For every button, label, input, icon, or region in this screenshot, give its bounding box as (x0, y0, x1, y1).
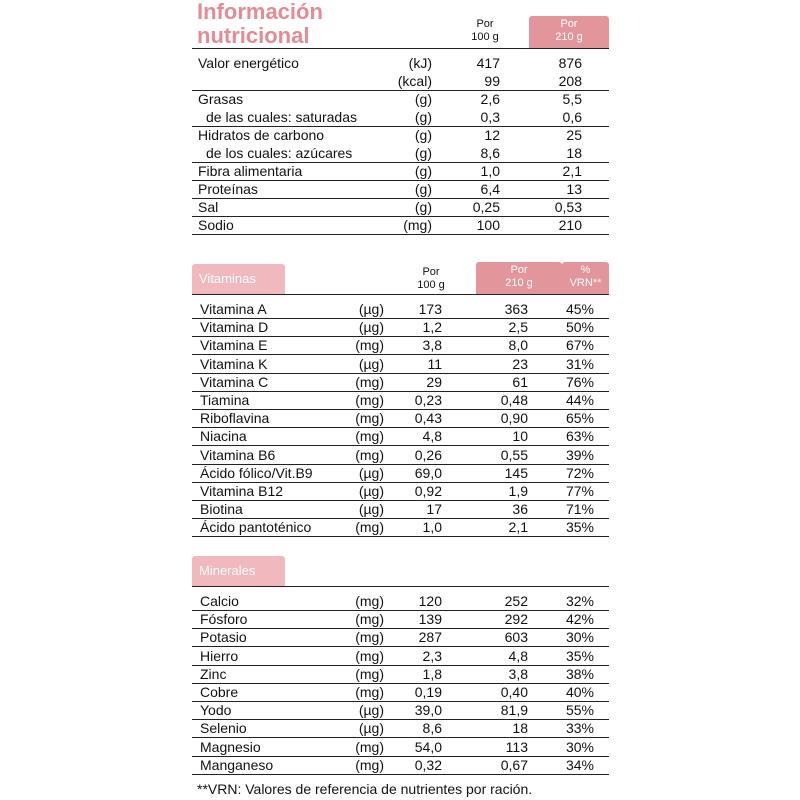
vitamins-name: Tiamina (200, 392, 250, 408)
vitamins-vrn: 63% (565, 428, 594, 445)
vitamins-unit: (mg) (355, 519, 384, 536)
vitamins-value-per210: 2,1 (508, 519, 528, 536)
table-row (192, 300, 609, 318)
vitamins-vrn: 67% (565, 337, 594, 354)
nutrient-unit: (g) (414, 181, 432, 197)
table-row (192, 373, 609, 391)
minerals-name: Potasio (200, 629, 247, 646)
vitamins-name: Riboflavina (200, 410, 270, 427)
vitamins-name: Vitamina A (200, 301, 267, 317)
table-row (192, 216, 609, 234)
value-per100: 1,0 (480, 163, 500, 179)
value-per100: 100 (476, 217, 500, 233)
minerals-value-per210: 292 (504, 611, 528, 628)
vitamins-value-per100: 0,23 (414, 392, 442, 408)
table-row (192, 647, 609, 665)
minerals-value-per100: 1,8 (422, 665, 442, 682)
minerals-unit: (µg) (358, 702, 384, 719)
value-per210: 876 (558, 55, 582, 71)
vitamins-value-per100: 173 (418, 301, 442, 317)
vitamins-value-per100: 0,43 (414, 410, 442, 427)
vitamins-value-per210: 363 (504, 301, 528, 317)
minerals-unit: (mg) (355, 738, 384, 755)
nutrient-unit: (g) (414, 163, 432, 179)
minerals-value-per210: 0,40 (500, 684, 528, 700)
nutrient-name: Sodio (198, 217, 234, 233)
nutrient-unit: (kJ) (408, 55, 432, 71)
vitamins-value-per100: 1,2 (422, 319, 442, 336)
value-per100: 8,6 (480, 145, 500, 161)
vitamins-col-per100: Por 100 g (417, 266, 445, 291)
vitamins-vrn: 39% (565, 446, 594, 463)
vitamins-name: Ácido pantoténico (200, 519, 312, 536)
table-row (192, 500, 609, 518)
minerals-vrn: 30% (565, 629, 594, 646)
vitamins-vrn: 44% (565, 392, 594, 408)
vitamins-unit: (µg) (358, 301, 384, 317)
nutrient-unit: (kcal) (397, 73, 432, 89)
table-row (192, 446, 609, 464)
vitamins-vrn: 72% (565, 464, 594, 481)
page-title (197, 0, 323, 48)
minerals-unit: (mg) (355, 647, 384, 664)
nutrient-unit: (mg) (403, 217, 432, 233)
minerals-value-per210: 603 (504, 629, 528, 646)
nutrition-col-per210: Por 210 g (529, 16, 609, 48)
vitamins-vrn: 35% (565, 519, 594, 536)
minerals-vrn: 55% (565, 702, 594, 719)
value-per100: 6,4 (480, 181, 500, 197)
minerals-top-rule (192, 586, 609, 587)
vitamins-value-per210: 0,48 (500, 392, 528, 408)
nutrient-name: Grasas (198, 91, 244, 107)
table-row (192, 162, 609, 180)
vitamins-name: Niacina (200, 428, 247, 445)
nutrient-name: de las cuales: saturadas (206, 109, 357, 125)
vitamins-name: Vitamina K (200, 355, 268, 372)
table-row (192, 198, 609, 216)
value-per100: 0,3 (480, 109, 500, 125)
value-per100: 99 (484, 73, 500, 89)
vitamins-col-vrn: % VRN** (562, 262, 609, 294)
table-row (192, 126, 609, 144)
table-row (192, 464, 609, 482)
vitamins-col-per210: Por 210 g (476, 262, 562, 294)
minerals-value-per100: 39,0 (414, 702, 442, 719)
vitamins-unit: (mg) (355, 428, 384, 445)
minerals-vrn: 33% (565, 720, 594, 737)
table-row (192, 336, 609, 354)
minerals-name: Selenio (200, 720, 247, 737)
vitamins-header: Vitaminas (192, 264, 285, 294)
minerals-name: Magnesio (200, 738, 261, 755)
value-per210: 0,53 (554, 199, 582, 215)
table-row (192, 592, 609, 610)
minerals-vrn: 38% (565, 665, 594, 682)
footnote: **VRN: Valores de referencia de nutrientes por ración. (197, 781, 533, 797)
vitamins-value-per210: 61 (512, 373, 528, 390)
nutrient-name: Fibra alimentaria (198, 163, 303, 179)
vitamins-unit: (mg) (355, 410, 384, 427)
minerals-vrn: 30% (565, 738, 594, 755)
table-row (192, 756, 609, 774)
vitamins-value-per210: 8,0 (508, 337, 528, 354)
vitamins-unit: (mg) (355, 373, 384, 390)
table-row (192, 409, 609, 427)
minerals-unit: (mg) (355, 756, 384, 773)
table-row (192, 54, 609, 72)
vitamins-vrn: 31% (565, 355, 594, 372)
vitamins-unit: (µg) (358, 464, 384, 481)
minerals-vrn: 40% (565, 684, 594, 700)
table-row (192, 180, 609, 198)
minerals-unit: (mg) (355, 611, 384, 628)
nutrient-name: de los cuales: azúcares (206, 145, 353, 161)
minerals-value-per100: 0,19 (414, 684, 442, 700)
vitamins-name: Ácido fólico/Vit.B9 (200, 464, 313, 481)
nutrient-name: Valor energético (198, 55, 299, 71)
vitamins-name: Biotina (200, 501, 243, 518)
vitamins-unit: (µg) (358, 501, 384, 518)
minerals-header: Minerales (192, 556, 285, 586)
vitamins-value-per100: 1,0 (422, 519, 442, 536)
minerals-value-per210: 81,9 (500, 702, 528, 719)
table-row (192, 355, 609, 373)
vitamins-top-rule (192, 294, 609, 295)
vitamins-vrn: 77% (565, 483, 594, 499)
vitamins-unit: (µg) (358, 483, 384, 499)
value-per210: 13 (566, 181, 582, 197)
table-row (192, 427, 609, 445)
row-rule (192, 774, 609, 775)
vitamins-value-per210: 2,5 (508, 319, 528, 336)
vitamins-vrn: 71% (565, 501, 594, 518)
value-per100: 0,25 (472, 199, 500, 215)
minerals-value-per210: 3,8 (508, 665, 528, 682)
table-row (192, 683, 609, 701)
table-row (192, 108, 609, 126)
vitamins-name: Vitamina E (200, 337, 268, 354)
minerals-name: Manganeso (200, 756, 274, 773)
value-per100: 12 (484, 127, 500, 143)
vitamins-vrn: 76% (565, 373, 594, 390)
table-row (192, 628, 609, 646)
vitamins-unit: (mg) (355, 337, 384, 354)
nutrient-name: Hidratos de carbono (198, 127, 325, 143)
minerals-name: Hierro (200, 647, 239, 664)
minerals-vrn: 35% (565, 647, 594, 664)
table-row (192, 90, 609, 108)
vitamins-value-per100: 29 (426, 373, 442, 390)
vitamins-unit: (mg) (355, 392, 384, 408)
minerals-value-per100: 0,32 (414, 756, 442, 773)
nutrient-unit: (g) (414, 91, 432, 107)
vitamins-value-per100: 11 (427, 355, 442, 372)
vitamins-value-per210: 36 (512, 501, 528, 518)
vitamins-value-per210: 145 (504, 464, 528, 481)
value-per100: 2,6 (480, 91, 500, 107)
vitamins-name: Vitamina D (200, 319, 269, 336)
minerals-vrn: 32% (565, 593, 594, 609)
vitamins-unit: (µg) (358, 355, 384, 372)
vitamins-value-per210: 10 (512, 428, 528, 445)
minerals-name: Fósforo (200, 611, 248, 628)
vitamins-value-per100: 4,8 (422, 428, 442, 445)
nutrition-top-rule (192, 48, 609, 49)
vitamins-value-per100: 0,26 (414, 446, 442, 463)
value-per100: 417 (476, 55, 500, 71)
nutrient-unit: (g) (414, 127, 432, 143)
value-per210: 0,6 (562, 109, 582, 125)
minerals-name: Zinc (200, 665, 227, 682)
nutrition-col-per100: Por 100 g (471, 18, 499, 43)
value-per210: 25 (566, 127, 582, 143)
value-per210: 2,1 (562, 163, 582, 179)
title-line-1: Información (197, 0, 323, 24)
table-row (192, 665, 609, 683)
nutrient-name: Sal (198, 199, 219, 215)
table-row (192, 391, 609, 409)
minerals-value-per210: 4,8 (508, 647, 528, 664)
minerals-value-per100: 120 (418, 593, 442, 609)
vitamins-value-per100: 0,92 (414, 483, 442, 499)
nutrient-unit: (g) (414, 109, 432, 125)
nutrient-unit: (g) (414, 145, 432, 161)
vitamins-value-per210: 1,9 (508, 483, 528, 499)
nutrient-unit: (g) (414, 199, 432, 215)
value-per210: 18 (566, 145, 582, 161)
minerals-unit: (mg) (355, 665, 384, 682)
value-per210: 208 (558, 73, 582, 89)
table-row (192, 482, 609, 500)
vitamins-value-per210: 23 (512, 355, 528, 372)
minerals-value-per210: 18 (512, 720, 528, 737)
row-rule (192, 536, 609, 537)
minerals-name: Yodo (200, 702, 232, 719)
minerals-value-per100: 139 (418, 611, 442, 628)
title-line-2: nutricional (197, 23, 310, 48)
table-row (192, 610, 609, 628)
minerals-unit: (mg) (355, 629, 384, 646)
minerals-name: Calcio (200, 593, 239, 609)
vitamins-name: Vitamina C (200, 373, 269, 390)
minerals-unit: (mg) (355, 684, 384, 700)
minerals-vrn: 42% (565, 611, 594, 628)
nutrition-bottom-rule (192, 234, 609, 235)
vitamins-vrn: 65% (565, 410, 594, 427)
vitamins-value-per100: 69,0 (414, 464, 442, 481)
table-row (192, 701, 609, 719)
table-row (192, 144, 609, 162)
minerals-value-per100: 2,3 (422, 647, 442, 664)
minerals-vrn: 34% (565, 756, 594, 773)
minerals-unit: (µg) (358, 720, 384, 737)
vitamins-value-per100: 17 (426, 501, 442, 518)
minerals-value-per210: 0,67 (500, 756, 528, 773)
vitamins-unit: (mg) (355, 446, 384, 463)
vitamins-value-per100: 3,8 (422, 337, 442, 354)
value-per210: 210 (558, 217, 582, 233)
table-row (192, 518, 609, 536)
minerals-value-per210: 113 (505, 738, 528, 755)
value-per210: 5,5 (562, 91, 582, 107)
table-row (192, 72, 609, 90)
table-row (192, 318, 609, 336)
table-row (192, 738, 609, 756)
minerals-name: Cobre (200, 684, 239, 700)
minerals-unit: (mg) (355, 593, 384, 609)
vitamins-unit: (µg) (358, 319, 384, 336)
minerals-value-per100: 8,6 (422, 720, 442, 737)
vitamins-value-per210: 0,55 (500, 446, 528, 463)
vitamins-name: Vitamina B12 (200, 483, 284, 499)
vitamins-name: Vitamina B6 (200, 446, 276, 463)
vitamins-vrn: 45% (565, 301, 594, 317)
vitamins-value-per210: 0,90 (500, 410, 528, 427)
minerals-value-per210: 252 (504, 593, 528, 609)
minerals-value-per100: 54,0 (414, 738, 442, 755)
nutrient-name: Proteínas (198, 181, 258, 197)
vitamins-vrn: 50% (565, 319, 594, 336)
table-row (192, 719, 609, 737)
minerals-value-per100: 287 (418, 629, 442, 646)
